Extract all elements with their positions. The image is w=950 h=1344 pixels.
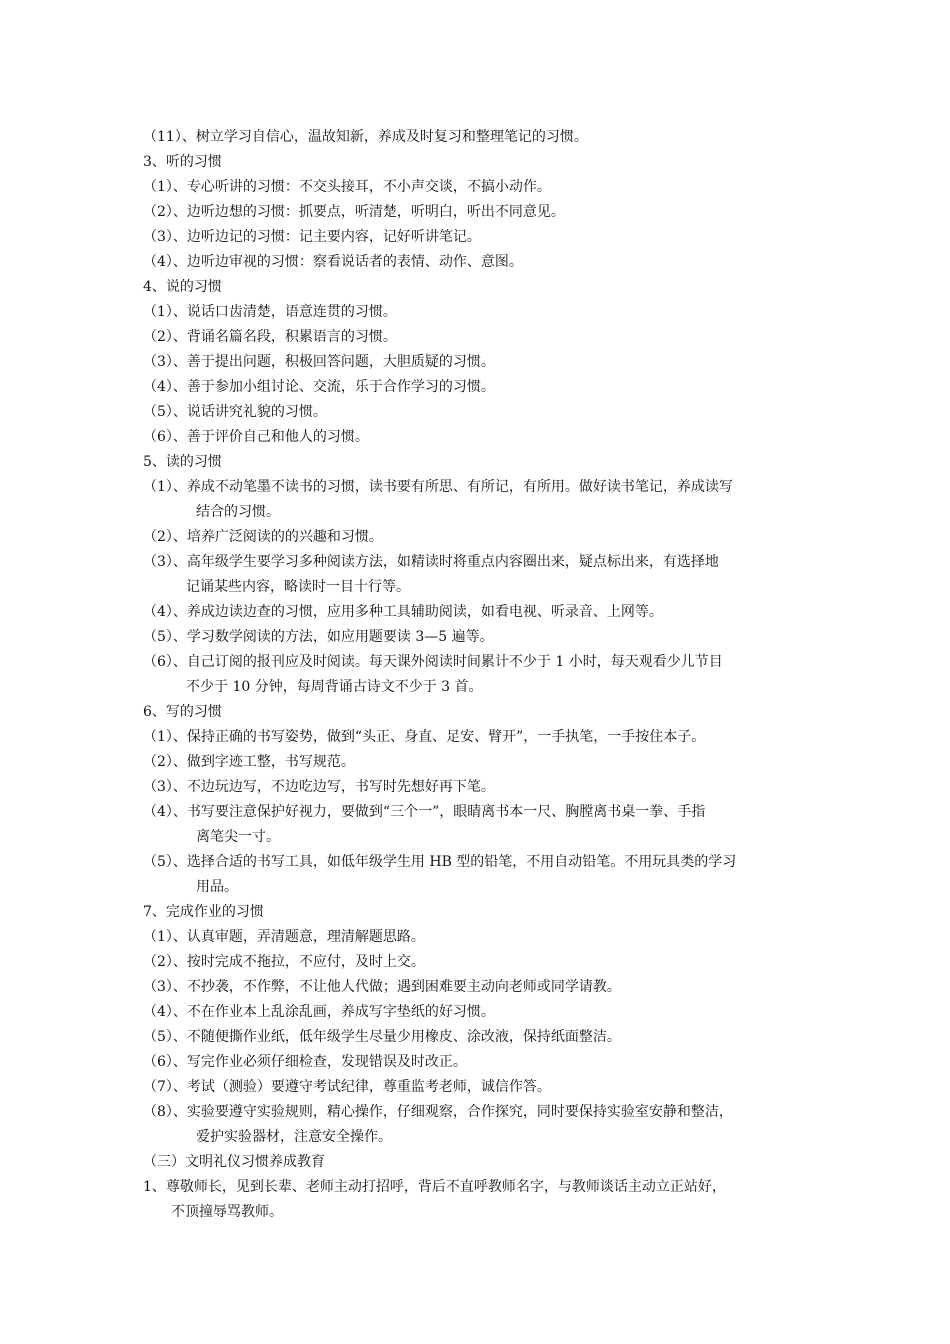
text-line: （2）、做到字迹工整，书写规范。 xyxy=(143,754,355,770)
text-line-continuation: 不少于 10 分钟，每周背诵古诗文不少于 3 首。 xyxy=(186,679,483,695)
text-line-continuation: 离笔尖一寸。 xyxy=(196,829,280,845)
text-line-continuation: 用品。 xyxy=(196,879,238,895)
text-line: （1）、养成不动笔墨不读书的习惯，读书要有所思、有所记，有所用。做好读书笔记，养成读写 xyxy=(143,479,733,495)
text-line-continuation: 结合的习惯。 xyxy=(196,504,280,520)
text-line: （4）、书写要注意保护好视力，要做到“三个一”，眼睛离书本一尺、胸膛离书桌一拳、手指 xyxy=(143,804,706,820)
text-line: （4）、边听边审视的习惯：察看说话者的表情、动作、意图。 xyxy=(143,254,523,270)
text-line: （2）、按时完成不拖拉，不应付，及时上交。 xyxy=(143,954,425,970)
text-line-continuation: 不顶撞辱骂教师。 xyxy=(171,1204,283,1220)
text-line: （2）、边听边想的习惯：抓要点，听清楚，听明白，听出不同意见。 xyxy=(143,204,565,220)
text-line: （6）、写完作业必须仔细检查，发现错误及时改正。 xyxy=(143,1054,467,1070)
section-heading: 4、说的习惯 xyxy=(143,279,222,295)
text-line: （5）、不随便撕作业纸，低年级学生尽量少用橡皮、涂改液，保持纸面整洁。 xyxy=(143,1029,621,1045)
text-line: （2）、背诵名篇名段，积累语言的习惯。 xyxy=(143,329,397,345)
section-heading: （三）文明礼仪习惯养成教育 xyxy=(143,1154,325,1170)
section-heading: 3、听的习惯 xyxy=(143,154,222,170)
section-heading: 6、写的习惯 xyxy=(143,704,222,720)
section-heading: 5、读的习惯 xyxy=(143,454,222,470)
text-line: （3）、善于提出问题，积极回答问题，大胆质疑的习惯。 xyxy=(143,354,495,370)
text-line: （3）、高年级学生要学习多种阅读方法，如精读时将重点内容圈出来，疑点标出来，有选择地 xyxy=(143,554,719,570)
text-line: （3）、边听边记的习惯：记主要内容，记好听讲笔记。 xyxy=(143,229,481,245)
text-line: 1、尊敬师长，见到长辈、老师主动打招呼，背后不直呼教师名字，与教师谈话主动立正站好， xyxy=(143,1179,726,1195)
section-heading: 7、完成作业的习惯 xyxy=(143,904,264,920)
text-line: （6）、善于评价自己和他人的习惯。 xyxy=(143,429,369,445)
text-line: （4）、善于参加小组讨论、交流，乐于合作学习的习惯。 xyxy=(143,379,495,395)
text-line: （11）、树立学习自信心，温故知新，养成及时复习和整理笔记的习惯。 xyxy=(143,129,588,145)
text-line: （7）、考试（测验）要遵守考试纪律，尊重监考老师，诚信作答。 xyxy=(143,1079,551,1095)
text-line: （1）、专心听讲的习惯：不交头接耳，不小声交谈，不搞小动作。 xyxy=(143,179,551,195)
text-line: （4）、养成边读边查的习惯，应用多种工具辅助阅读，如看电视、听录音、上网等。 xyxy=(143,604,663,620)
text-line-continuation: 爱护实验器材，注意安全操作。 xyxy=(196,1129,392,1145)
text-line-continuation: 记诵某些内容，略读时一目十行等。 xyxy=(186,579,410,595)
text-line: （4）、不在作业本上乱涂乱画，养成写字垫纸的好习惯。 xyxy=(143,1004,495,1020)
text-line: （5）、学习数学阅读的方法，如应用题要读 3—5 遍等。 xyxy=(143,629,494,645)
text-line: （1）、保持正确的书写姿势，做到“头正、身直、足安、臂开”，一手执笔，一手按住本子。 xyxy=(143,729,706,745)
text-line: （5）、选择合适的书写工具，如低年级学生用 HB 型的铅笔，不用自动铅笔。不用玩具类的学习 xyxy=(143,854,737,870)
text-line: （1）、说话口齿清楚，语意连贯的习惯。 xyxy=(143,304,397,320)
text-line: （8）、实验要遵守实验规则，精心操作，仔细观察，合作探究，同时要保持实验室安静和整洁， xyxy=(143,1104,733,1120)
text-line: （3）、不抄袭，不作弊，不让他人代做；遇到困难要主动向老师或同学请教。 xyxy=(143,979,621,995)
text-line: （1）、认真审题，弄清题意，理清解题思路。 xyxy=(143,929,425,945)
text-line: （5）、说话讲究礼貌的习惯。 xyxy=(143,404,327,420)
text-line: （2）、培养广泛阅读的的兴趣和习惯。 xyxy=(143,529,383,545)
text-line: （3）、不边玩边写，不边吃边写，书写时先想好再下笔。 xyxy=(143,779,495,795)
text-line: （6）、自己订阅的报刊应及时阅读。每天课外阅读时间累计不少于 1 小时，每天观看少儿节目 xyxy=(143,654,723,670)
